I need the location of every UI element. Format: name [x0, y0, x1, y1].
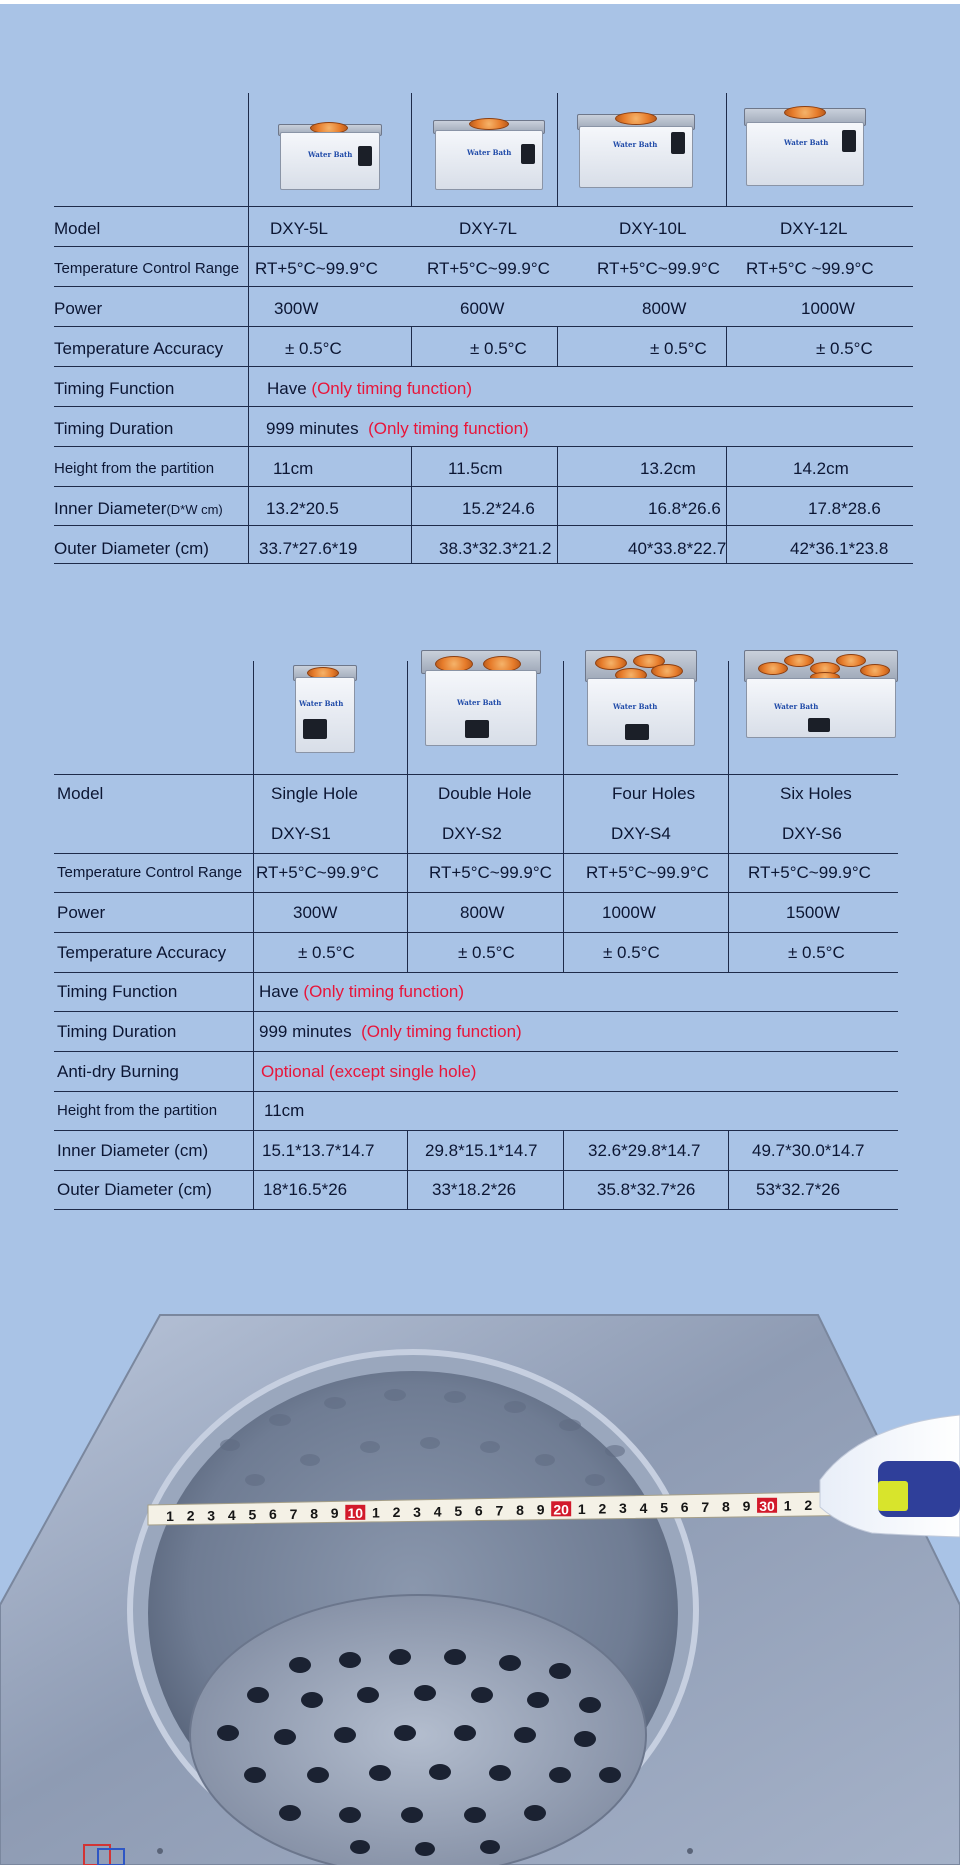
cell-temperature-range: RT+5°C~99.9°C: [586, 863, 709, 882]
product-brand-text: Water Bath: [457, 698, 502, 707]
tape-number: 7: [289, 1505, 298, 1522]
cell-temperature-accuracy: ± 0.5°C: [285, 339, 342, 358]
row-label-temperature-range: Temperature Control Range: [57, 864, 243, 881]
column-divider: [248, 93, 249, 563]
cell-inner-diameter: 29.8*15.1*14.7: [425, 1141, 538, 1160]
column-divider: [726, 326, 727, 366]
cell-height: 11cm: [264, 1101, 305, 1120]
water-bath-measurement-photo: [0, 1275, 960, 1865]
cell-power: 800W: [460, 903, 505, 922]
cell-timing-function: [267, 369, 472, 409]
timing-duration-note: (Only timing function): [361, 1022, 522, 1041]
tape-number: 4: [639, 1499, 648, 1516]
cell-model-code: DXY-S1: [271, 824, 331, 843]
row-label-height: Height from the partition: [57, 1102, 218, 1119]
row-label-power: Power: [54, 299, 103, 318]
tape-number: 30: [759, 1497, 775, 1514]
row-label-temperature-range: Temperature Control Range: [54, 260, 240, 277]
cell-power: 1500W: [786, 903, 840, 922]
tape-lock-button: [878, 1481, 908, 1511]
row-label-timing-duration: Timing Duration: [57, 1022, 177, 1041]
cell-inner-diameter: 17.8*28.6: [808, 499, 881, 518]
row-label-temperature-accuracy: Temperature Accuracy: [57, 943, 227, 962]
timing-function-note: (Only timing function): [303, 982, 465, 1001]
row-rule: [54, 406, 913, 407]
column-divider: [411, 93, 412, 206]
cell-model-code: DXY-S6: [782, 824, 842, 843]
cell-model: DXY-5L: [270, 219, 328, 238]
cell-inner-diameter: 13.2*20.5: [266, 499, 339, 518]
row-label-power: Power: [57, 903, 106, 922]
row-label-timing-function: Timing Function: [54, 379, 175, 398]
cell-timing-duration: [259, 1012, 522, 1052]
cell-outer-diameter: 38.3*32.3*21.2: [439, 539, 552, 558]
inner-diameter-unit: (D*W cm): [166, 502, 223, 517]
cell-model: DXY-10L: [619, 219, 687, 238]
cell-power: 600W: [460, 299, 505, 318]
cell-power: 800W: [642, 299, 687, 318]
row-label-model: Model: [57, 784, 104, 803]
column-divider: [728, 661, 729, 972]
cell-height: 11.5cm: [448, 459, 503, 478]
row-label-outer-diameter: Outer Diameter (cm): [57, 1180, 212, 1199]
cell-model-name: Double Hole: [438, 784, 532, 803]
cell-power: 300W: [274, 299, 319, 318]
row-label-outer-diameter: Outer Diameter (cm): [54, 539, 209, 558]
cell-temperature-range: RT+5°C~99.9°C: [427, 259, 550, 278]
cell-outer-diameter: 18*16.5*26: [263, 1180, 348, 1199]
row-label-inner-diameter: [54, 489, 223, 529]
cell-outer-diameter: 35.8*32.7*26: [597, 1180, 696, 1199]
column-divider: [411, 326, 412, 366]
cell-timing-duration: [266, 409, 529, 449]
tape-number: 3: [619, 1500, 627, 1517]
row-rule: [54, 206, 913, 207]
cell-inner-diameter: 15.2*24.6: [462, 499, 535, 518]
timing-function-value: Have: [259, 982, 299, 1001]
cell-temperature-range: RT+5°C~99.9°C: [255, 259, 378, 278]
cell-power: 300W: [293, 903, 338, 922]
cell-model: DXY-7L: [459, 219, 517, 238]
inner-diameter-label: Inner Diameter: [54, 499, 167, 518]
cell-model-name: Six Holes: [780, 784, 852, 803]
column-divider: [557, 446, 558, 563]
column-divider: [253, 661, 254, 1209]
cell-power: 1000W: [801, 299, 855, 318]
cell-temperature-range: RT+5°C~99.9°C: [597, 259, 720, 278]
row-label-model: Model: [54, 219, 101, 238]
tape-number: 6: [474, 1502, 483, 1519]
cell-inner-diameter: 49.7*30.0*14.7: [752, 1141, 865, 1160]
tape-number: 6: [269, 1506, 277, 1523]
tape-number: 2: [392, 1504, 401, 1521]
cell-height: 11cm: [273, 459, 314, 478]
cell-model-name: Single Hole: [271, 784, 358, 803]
column-divider: [557, 93, 558, 206]
tape-number: 9: [330, 1505, 339, 1522]
cell-model-code: DXY-S2: [442, 824, 502, 843]
tape-number: 2: [186, 1507, 195, 1524]
cell-power: 1000W: [602, 903, 656, 922]
tape-number: 1: [783, 1497, 792, 1514]
row-label-height: Height from the partition: [54, 460, 215, 477]
tape-number: 9: [742, 1498, 751, 1515]
cell-inner-diameter: 16.8*26.6: [648, 499, 721, 518]
column-divider: [563, 661, 564, 972]
product-brand-text: Water Bath: [784, 138, 829, 147]
cell-temperature-range: RT+5°C~99.9°C: [256, 863, 379, 882]
product-brand-text: Water Bath: [308, 150, 353, 159]
product-brand-text: Water Bath: [774, 702, 819, 711]
cell-outer-diameter: 33*18.2*26: [432, 1180, 517, 1199]
column-divider: [407, 661, 408, 972]
cell-outer-diameter: 40*33.8*22.7: [628, 539, 727, 558]
cell-timing-function: [259, 972, 464, 1012]
tape-number: 3: [207, 1507, 216, 1524]
top-band: [0, 0, 960, 4]
product-brand-text: Water Bath: [613, 140, 658, 149]
cell-temperature-accuracy: ± 0.5°C: [816, 339, 873, 358]
cell-temperature-accuracy: ± 0.5°C: [788, 943, 845, 962]
tape-number: 7: [701, 1498, 710, 1515]
tape-number: 1: [577, 1500, 586, 1517]
row-label-timing-function: Timing Function: [57, 982, 178, 1001]
cell-inner-diameter: 32.6*29.8*14.7: [588, 1141, 701, 1160]
row-label-timing-duration: Timing Duration: [54, 419, 174, 438]
timing-function-value: Have: [267, 379, 307, 398]
cell-temperature-accuracy: ± 0.5°C: [470, 339, 527, 358]
tape-number: 20: [553, 1501, 569, 1518]
column-divider: [726, 93, 727, 206]
tape-number: 10: [347, 1504, 364, 1521]
tape-number: 4: [433, 1503, 442, 1520]
cell-outer-diameter: 53*32.7*26: [756, 1180, 841, 1199]
cell-temperature-range: RT+5°C~99.9°C: [748, 863, 871, 882]
tape-number: 9: [536, 1501, 545, 1518]
column-divider: [411, 446, 412, 563]
cell-temperature-range: RT+5°C~99.9°C: [429, 863, 552, 882]
tape-number: 8: [516, 1502, 524, 1518]
timing-duration-value: 999 minutes: [259, 1022, 352, 1041]
tape-number: 3: [413, 1503, 421, 1520]
tape-number: 5: [454, 1503, 463, 1520]
tape-number: 2: [804, 1497, 813, 1514]
cell-inner-diameter: 15.1*13.7*14.7: [262, 1141, 375, 1160]
product-brand-text: Water Bath: [613, 702, 658, 711]
product-brand-text: Water Bath: [467, 148, 512, 157]
tape-number: 7: [495, 1502, 504, 1519]
timing-function-note: (Only timing function): [311, 379, 473, 398]
column-divider: [557, 326, 558, 366]
tape-number: 6: [680, 1499, 689, 1516]
row-label-inner-diameter: Inner Diameter (cm): [57, 1141, 209, 1160]
tape-number: 5: [248, 1506, 257, 1523]
tape-number: 5: [660, 1499, 669, 1516]
tape-number: 8: [310, 1505, 319, 1522]
tape-number: 1: [166, 1508, 174, 1524]
cell-temperature-accuracy: ± 0.5°C: [603, 943, 660, 962]
cell-temperature-accuracy: ± 0.5°C: [650, 339, 707, 358]
tape-number: 4: [227, 1506, 236, 1523]
cell-anti-dry-burning: Optional (except single hole): [261, 1062, 477, 1081]
cell-temperature-range: RT+5°C ~99.9°C: [746, 259, 874, 278]
cell-temperature-accuracy: ± 0.5°C: [298, 943, 355, 962]
tape-number: 2: [598, 1500, 607, 1517]
cell-height: 13.2cm: [640, 459, 696, 478]
cell-height: 14.2cm: [793, 459, 849, 478]
tape-number: 8: [721, 1498, 730, 1515]
row-label-anti-dry-burning: Anti-dry Burning: [57, 1062, 179, 1081]
cell-outer-diameter: 42*36.1*23.8: [790, 539, 889, 558]
tape-number: 1: [371, 1504, 380, 1521]
cell-model-name: Four Holes: [612, 784, 696, 803]
timing-duration-note: (Only timing function): [368, 419, 529, 438]
row-label-temperature-accuracy: Temperature Accuracy: [54, 339, 224, 358]
product-brand-text: Water Bath: [299, 699, 344, 708]
bath-top-view-illustration: [0, 1275, 960, 1865]
cell-model-code: DXY-S4: [611, 824, 671, 843]
cell-temperature-accuracy: ± 0.5°C: [458, 943, 515, 962]
cell-outer-diameter: 33.7*27.6*19: [259, 539, 358, 558]
cell-model: DXY-12L: [780, 219, 848, 238]
timing-duration-value: 999 minutes: [266, 419, 359, 438]
